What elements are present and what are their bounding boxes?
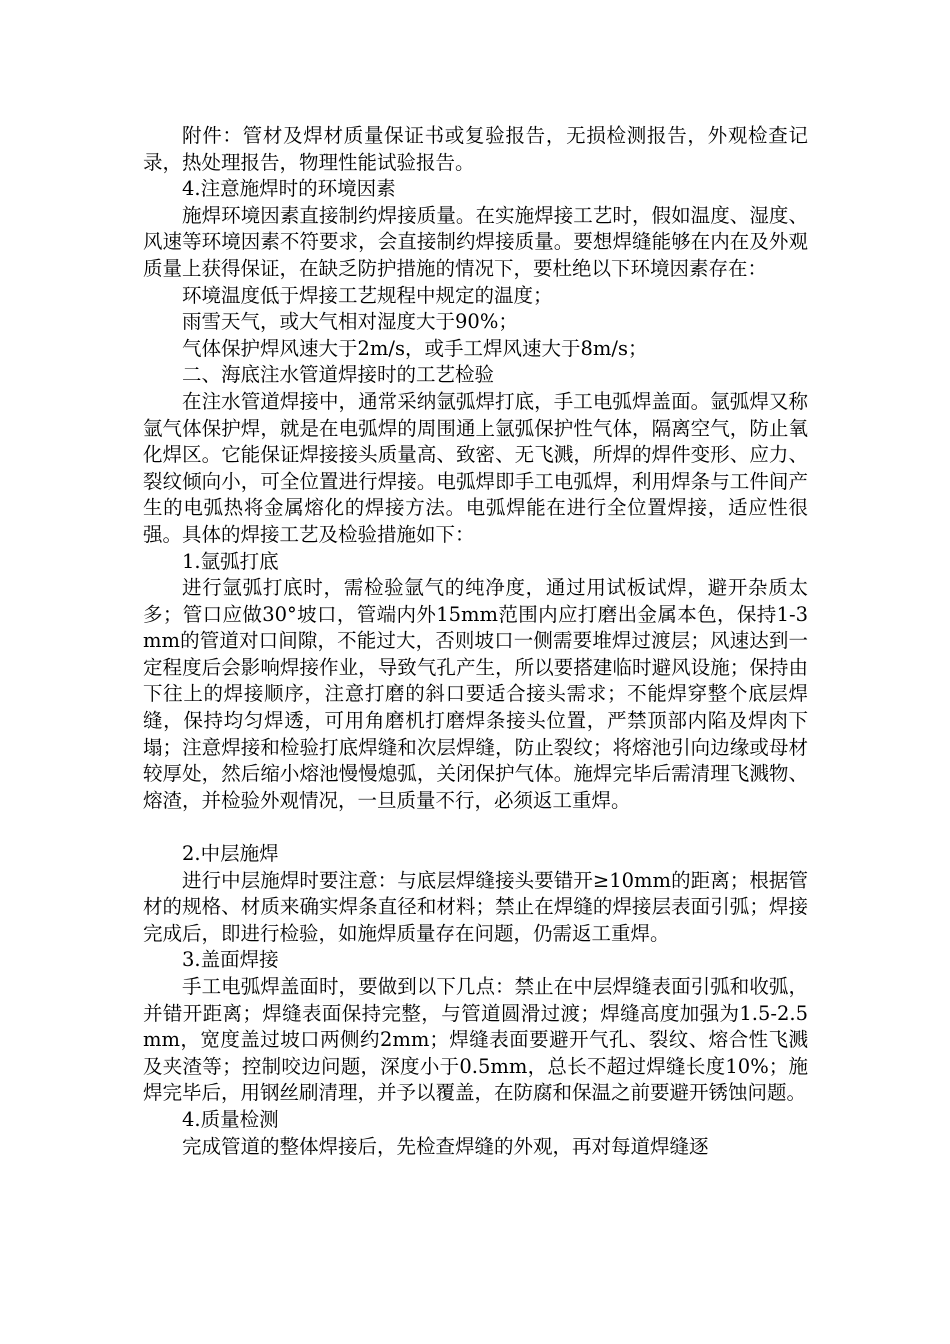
environment-paragraph: 施焊环境因素直接制约焊接质量。在实施焊接工艺时，假如温度、湿度、风速等环境因素不符要求，会直接制约焊接质量。要想焊缝能够在内在及外观质量上获得保证，在缺乏防护措施的情况下，要杜绝以下环境因素存在：	[143, 203, 808, 280]
section-heading-cap-welding: 3.盖面焊接	[182, 948, 279, 972]
list-item-humidity: 雨雪天气，或大气相对湿度大于90%；	[182, 310, 518, 334]
process-paragraph: 在注水管道焊接中，通常采纳氩弧焊打底，手工电弧焊盖面。氩弧焊又称氩气体保护焊，就是在电弧焊的周围通上氩弧保护性气体，隔离空气，防止氧化焊区。它能保证焊接接头质量高、致密、无飞溅，所焊的焊件变形、应力、裂纹倾向小，可全位置进行焊接。电弧焊即手工电弧焊，利用焊条与工件间产生的电弧热将金属熔化的焊接方法。电弧焊能在进行全位置焊接，适应性很强。具体的焊接工艺及检验措施如下：	[143, 389, 808, 546]
blank-line	[143, 814, 808, 841]
list-item-wind-speed: 气体保护焊风速大于2m/s，或手工焊风速大于8m/s；	[182, 336, 648, 360]
cap-welding-paragraph: 手工电弧焊盖面时，要做到以下几点：禁止在中层焊缝表面引弧和收弧，并错开距离；焊缝表面保持完整，与管道圆滑过渡；焊缝高度加强为1.5-2.5mm，宽度盖过坡口两侧约2mm；焊缝表面要避开气孔、裂纹、熔合性飞溅及夹渣等；控制咬边问题，深度小于0.5mm，总长不超过焊缝长度10%；施焊完毕后，用钢丝刷清理，并予以覆盖，在防腐和保温之前要避开锈蚀问题。	[143, 975, 808, 1105]
section-heading-argon-root: 1.氩弧打底	[182, 549, 279, 573]
document-page	[143, 123, 808, 1160]
section-heading-environment: 4.注意施焊时的环境因素	[182, 177, 396, 201]
attachment-paragraph: 附件：管材及焊材质量保证书或复验报告，无损检测报告，外观检查记录，热处理报告，物理性能试验报告。	[143, 124, 808, 174]
list-item-temperature: 环境温度低于焊接工艺规程中规定的温度；	[182, 283, 553, 307]
argon-root-paragraph: 进行氩弧打底时，需检验氩气的纯净度，通过用试板试焊，避开杂质太多；管口应做30°坡口，管端内外15mm范围内应打磨出金属本色，保持1-3mm的管道对口间隙，不能过大，否则坡口一侧需要堆焊过渡层；风速达到一定程度后会影响焊接作业，导致气孔产生，所以要搭建临时避风设施；保持由下往上的焊接顺序，注意打磨的斜口要适合接头需求；不能焊穿整个底层焊缝，保持均匀焊透，可用角磨机打磨焊条接头位置，严禁顶部内陷及焊肉下塌；注意焊接和检验打底焊缝和次层焊缝，防止裂纹；将熔池引向边缘或母材较厚处，然后缩小熔池慢慢熄弧，关闭保护气体。施焊完毕后需清理飞溅物、熔渣，并检验外观情况，一旦质量不行，必须返工重焊。	[143, 576, 808, 812]
section-heading-quality-inspection: 4.质量检测	[182, 1107, 279, 1131]
section-heading-middle-layer: 2.中层施焊	[182, 842, 279, 866]
section-heading-process-inspection: 二、海底注水管道焊接时的工艺检验	[182, 363, 495, 387]
quality-inspection-paragraph: 完成管道的整体焊接后，先检查焊缝的外观，再对每道焊缝逐	[182, 1134, 709, 1158]
middle-layer-paragraph: 进行中层施焊时要注意：与底层焊缝接头要错开≥10mm的距离；根据管材的规格、材质来确实焊条直径和材料；禁止在焊缝的焊接层表面引弧；焊接完成后，即进行检验，如施焊质量存在问题，仍需返工重焊。	[143, 868, 808, 945]
